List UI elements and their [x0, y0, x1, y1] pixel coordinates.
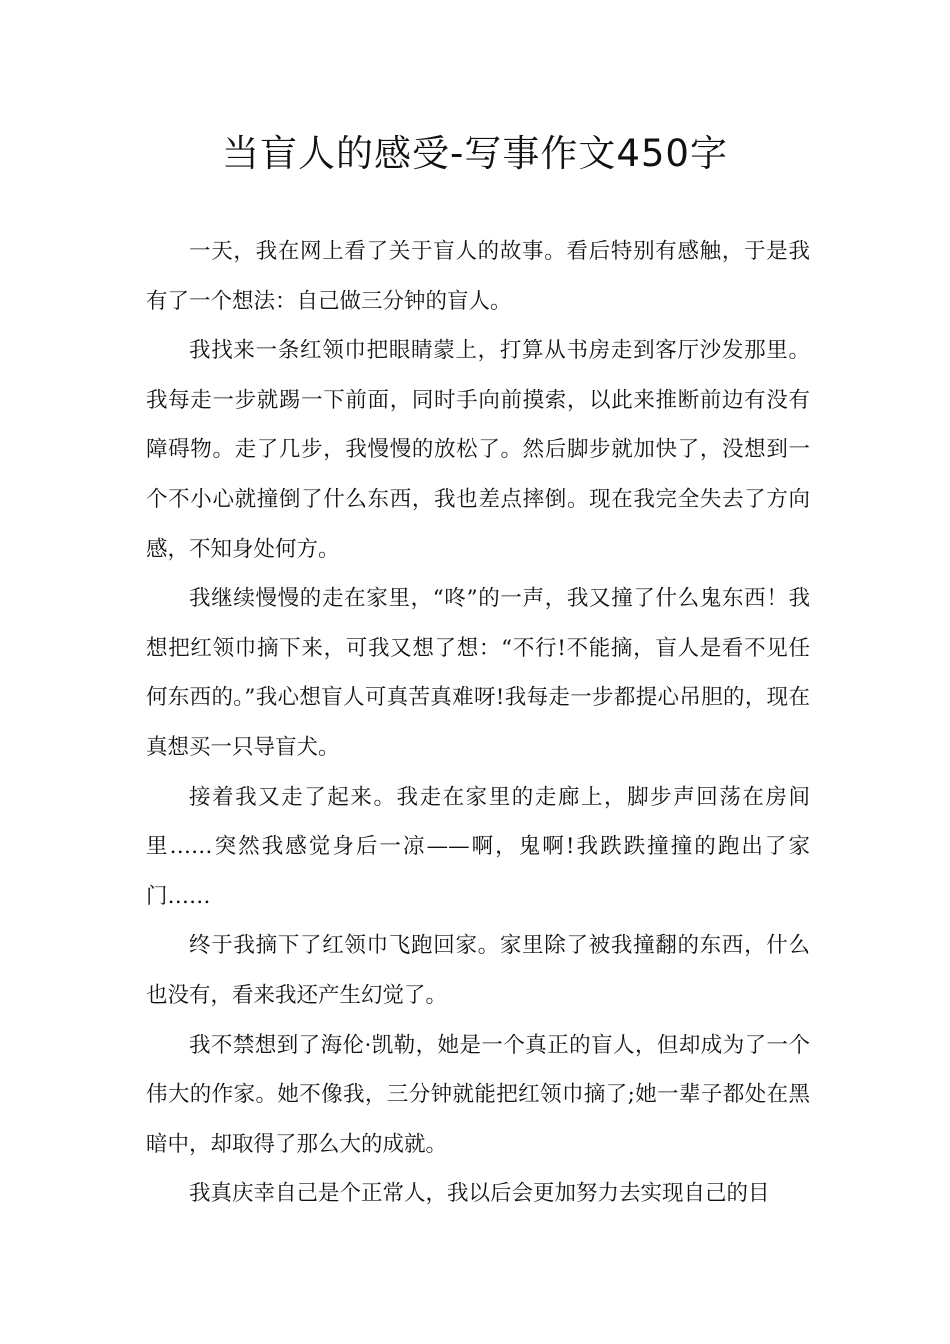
paragraph: 接着我又走了起来。我走在家里的走廊上，脚步声回荡在房间里……突然我感觉身后一凉——啊，鬼啊!我跌跌撞撞的跑出了家门…… [146, 784, 810, 909]
paragraph: 一天，我在网上看了关于盲人的故事。看后特别有感触，于是我有了一个想法：自己做三分钟的盲人。 [146, 239, 810, 314]
document-body [146, 227, 810, 1219]
paragraph: 我真庆幸自己是个正常人，我以后会更加努力去实现自己的目 [189, 1181, 770, 1207]
paragraph: 我找来一条红领巾把眼睛蒙上，打算从书房走到客厅沙发那里。我每走一步就踢一下前面，同时手向前摸索，以此来推断前边有没有障碍物。走了几步，我慢慢的放松了。然后脚步就加快了，没想到一个不小心就撞倒了什么东西，我也差点摔倒。现在我完全失去了方向感，不知身处何方。 [146, 338, 810, 562]
paragraph: 我不禁想到了海伦·凯勒，她是一个真正的盲人，但却成为了一个伟大的作家。她不像我，三分钟就能把红领巾摘了;她一辈子都处在黑暗中，却取得了那么大的成就。 [146, 1032, 810, 1157]
paragraph: 终于我摘下了红领巾飞跑回家。家里除了被我撞翻的东西，什么也没有，看来我还产生幻觉了。 [146, 933, 810, 1008]
paragraph: 我继续慢慢的走在家里，“咚”的一声，我又撞了什么鬼东西！我想把红领巾摘下来，可我又想了想：“不行!不能摘，盲人是看不见任何东西的。”我心想盲人可真苦真难呀!我每走一步都提心吊胆的，现在真想买一只导盲犬。 [146, 586, 810, 760]
document-title: 当盲人的感受-写事作文450字 [222, 132, 728, 175]
